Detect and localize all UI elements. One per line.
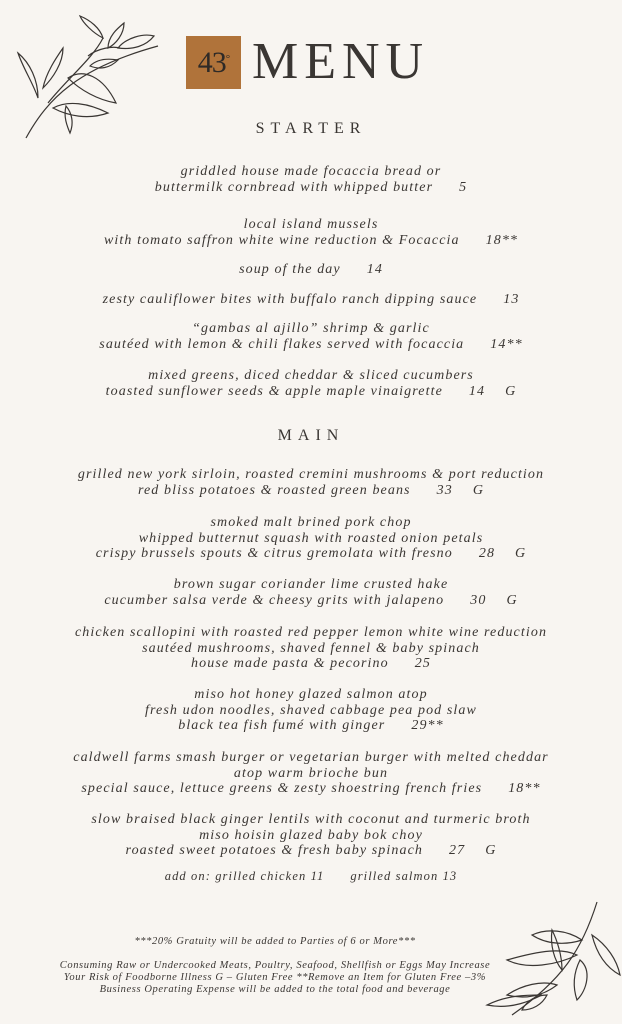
logo-badge xyxy=(186,36,241,89)
menu-item-line xyxy=(0,515,622,531)
disclaimer-line: Your Risk of Foodborne Illness G – Gluten Free **Remove an Item for Gluten Free –3% xyxy=(63,972,487,983)
menu-item xyxy=(0,750,622,797)
menu-item-text: slow braised black ginger lentils with coconut and turmeric broth xyxy=(91,812,531,827)
menu-item xyxy=(0,262,622,278)
addon-chicken-price: 11 xyxy=(310,869,325,883)
menu-item-price: 14 xyxy=(468,383,486,399)
menu-item-price: 27 xyxy=(449,843,466,858)
addon-salmon-label: grilled salmon xyxy=(350,869,439,883)
section-title-main: MAIN xyxy=(277,427,345,444)
menu-item-line xyxy=(0,766,622,782)
menu-item-text: buttermilk cornbread with whipped butter xyxy=(154,179,434,195)
menu-item-price: 28 xyxy=(478,546,496,561)
leaf-branch-illustration-bottom xyxy=(482,900,622,1024)
add-on-line xyxy=(0,869,622,885)
menu-item-line xyxy=(0,781,622,797)
menu-item-text: with tomato saffron white wine reduction & Focaccia xyxy=(103,232,460,248)
menu-item-line xyxy=(0,703,622,719)
menu-item-text: mixed greens, diced cheddar & sliced cucumbers xyxy=(148,368,474,383)
menu-item-line xyxy=(0,368,622,384)
menu-item-text: atop warm brioche bun xyxy=(233,765,389,781)
menu-item-text: griddled house made focaccia bread or xyxy=(180,164,442,179)
menu-item-line xyxy=(0,262,622,278)
menu-item xyxy=(0,321,622,352)
menu-item-text: house made pasta & pecorino xyxy=(191,656,389,671)
menu-item xyxy=(0,467,622,498)
menu-item-text: black tea fish fumé with ginger xyxy=(178,718,386,733)
menu-item-text: cucumber salsa verde & cheesy grits with jalapeno xyxy=(104,592,445,608)
menu-item-text: sautéed mushrooms, shaved fennel & baby spinach xyxy=(142,640,480,656)
section-title-starter: STARTER xyxy=(255,120,367,137)
menu-item-line xyxy=(0,337,622,353)
menu-item-text: miso hot honey glazed salmon atop xyxy=(194,687,428,702)
menu-item-text: roasted sweet potatoes & fresh baby spinach xyxy=(125,843,424,858)
addon-chicken-label: add on: grilled chicken xyxy=(164,869,307,883)
menu-item-line xyxy=(0,467,622,483)
gratuity-note: ***20% Gratuity will be added to Parties of 6 or More*** xyxy=(134,936,416,947)
menu-item xyxy=(0,577,622,608)
menu-item xyxy=(0,812,622,859)
menu-item-line xyxy=(0,292,622,308)
menu-item xyxy=(0,368,622,399)
menu-item-text: “gambas al ajillo” shrimp & garlic xyxy=(192,321,430,336)
menu-item-line xyxy=(0,531,622,547)
menu-item-text: caldwell farms smash burger or vegetarian burger with melted cheddar xyxy=(73,750,549,765)
menu-item-line xyxy=(0,546,622,562)
menu-item-price: 33 xyxy=(436,482,453,498)
menu-item-price: 29** xyxy=(411,718,444,733)
menu-item-line xyxy=(0,843,622,859)
page-title: MENU xyxy=(252,33,430,90)
menu-item-line xyxy=(0,750,622,766)
menu-item-line xyxy=(0,577,622,593)
menu-item-price: 25 xyxy=(414,656,431,671)
menu-item-text: chicken scallopini with roasted red pepper lemon white wine reduction xyxy=(74,625,548,640)
menu-item-text: brown sugar coriander lime crusted hake xyxy=(173,577,449,592)
logo-degree: ° xyxy=(225,52,230,65)
logo-text: 43 xyxy=(197,45,226,79)
menu-item xyxy=(0,687,622,734)
menu-item xyxy=(0,217,622,248)
menu-item-text: zesty cauliflower bites with buffalo ranch dipping sauce xyxy=(102,292,478,307)
menu-item-price: 14 xyxy=(366,262,383,277)
disclaimer-line: Consuming Raw or Undercooked Meats, Poultry, Seafood, Shellfish or Eggs May Increase xyxy=(59,960,491,971)
menu-item-text: special sauce, lettuce greens & zesty shoestring french fries xyxy=(81,781,483,796)
menu-item-text: fresh udon noodles, shaved cabbage pea pod slaw xyxy=(145,702,477,718)
disclaimer xyxy=(0,960,550,996)
menu-item xyxy=(0,625,622,672)
menu-item-line xyxy=(0,164,622,180)
menu-item-text: smoked malt brined pork chop xyxy=(210,515,412,530)
menu-item xyxy=(0,292,622,308)
menu-item-line xyxy=(0,180,622,196)
menu-item-price: 18** xyxy=(508,781,541,796)
menu-item-line xyxy=(0,593,622,609)
addon-salmon-price: 13 xyxy=(442,869,458,883)
menu-item-line xyxy=(0,828,622,844)
menu-item xyxy=(0,515,622,562)
menu-item-line xyxy=(0,812,622,828)
menu-item-text: crispy brussels spouts & citrus gremolata with fresno xyxy=(95,546,453,561)
menu-item-text: toasted sunflower seeds & apple maple vinaigrette xyxy=(105,383,443,399)
menu-item-text: grilled new york sirloin, roasted cremini mushrooms & port reduction xyxy=(77,467,545,482)
menu-item-price: 13 xyxy=(503,292,520,307)
gluten-free-tag: G xyxy=(485,843,497,858)
menu-item-line xyxy=(0,641,622,657)
menu-item-text: local island mussels xyxy=(243,217,379,232)
menu-item-line xyxy=(0,321,622,337)
menu-item-price: 14** xyxy=(490,336,523,352)
menu-item-price: 30 xyxy=(470,592,487,608)
menu-item-price: 5 xyxy=(459,179,468,195)
menu-item-line xyxy=(0,217,622,233)
menu-item-text: miso hoisin glazed baby bok choy xyxy=(199,827,423,843)
menu-item-text: whipped butternut squash with roasted onion petals xyxy=(138,530,484,546)
gluten-free-tag: G xyxy=(505,383,517,399)
menu-item-text: sautéed with lemon & chili flakes served with focaccia xyxy=(99,336,465,352)
menu-item-line xyxy=(0,656,622,672)
gluten-free-tag: G xyxy=(472,482,485,498)
menu-item-line xyxy=(0,233,622,249)
menu-item-line xyxy=(0,687,622,703)
menu-item-line xyxy=(0,483,622,499)
menu-item-text: soup of the day xyxy=(239,262,341,277)
menu-item-line xyxy=(0,625,622,641)
disclaimer-line: Business Operating Expense will be added to the total food and beverage xyxy=(99,984,451,995)
menu-item-price: 18** xyxy=(485,232,519,248)
gluten-free-tag: G xyxy=(515,546,527,561)
menu-item xyxy=(0,164,622,195)
menu-item-text: red bliss potatoes & roasted green beans xyxy=(137,482,411,498)
menu-item-line xyxy=(0,718,622,734)
menu-item-line xyxy=(0,384,622,400)
gluten-free-tag: G xyxy=(506,592,518,608)
